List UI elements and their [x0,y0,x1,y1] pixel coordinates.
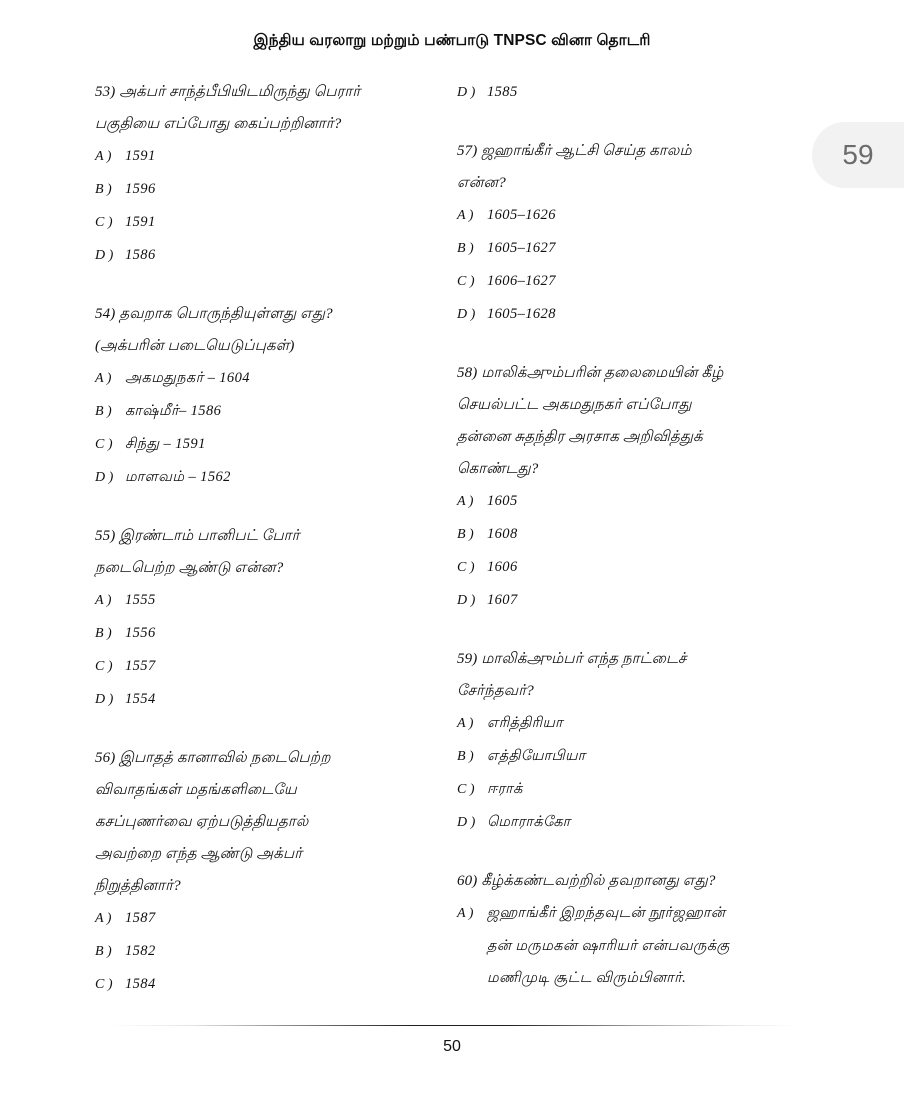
answer-option[interactable] [457,485,787,518]
question-text-continuation: என்ன? [457,175,506,191]
answer-option[interactable] [95,968,425,1001]
question-text: 57) ஜஹாங்கீர் ஆட்சி செய்த காலம் [457,143,692,159]
option-text: ஜஹாங்கீர் இறந்தவுடன் நூர்ஜஹான் [487,905,726,921]
option-text: மொராக்கோ [487,814,571,830]
question-text: 53) அக்பர் சாந்த்பீபியிடமிருந்து பெரார் [95,84,361,100]
option-letter: D ) [457,815,476,830]
footer-divider [107,1025,797,1026]
option-letter: D ) [95,248,114,263]
question-text-continuation: கசப்புணர்வை ஏற்படுத்தியதால் [95,814,309,830]
page-footer [0,1025,904,1056]
option-text: 1591 [125,214,156,230]
question-block [457,865,787,994]
option-letter: D ) [457,85,476,100]
option-letter: D ) [457,307,476,322]
option-letter: C ) [95,215,113,230]
answer-option[interactable] [95,395,425,428]
question-block [457,357,787,617]
option-text: 1605–1626 [487,207,556,223]
footer-page-number: 50 [443,1038,461,1055]
option-text: 1596 [125,181,156,197]
option-letter: B ) [457,527,474,542]
option-letter: D ) [95,692,114,707]
option-text: ஈராக் [487,781,523,797]
question-text-continuation: செயல்பட்ட அகமதுநகர் எப்போது [457,397,692,413]
answer-option[interactable] [95,173,425,206]
answer-option[interactable] [95,584,425,617]
right-column [457,76,787,994]
answer-option[interactable] [457,707,787,740]
option-letter: A ) [95,149,112,164]
option-letter: B ) [95,182,112,197]
option-text: 1605 [487,493,518,509]
question-text-continuation: நடைபெற்ற ஆண்டு என்ன? [95,560,284,576]
answer-option[interactable] [457,806,787,839]
answer-option[interactable] [95,206,425,239]
option-letter: C ) [95,659,113,674]
question-text-continuation: (அக்பரின் படையெடுப்புகள்) [95,338,295,354]
answer-option[interactable] [457,518,787,551]
option-letter: A ) [457,494,474,509]
answer-option[interactable] [457,962,787,994]
option-letter: C ) [457,782,475,797]
page-badge-number: 59 [842,139,874,170]
answer-option[interactable] [457,265,787,298]
option-letter: C ) [457,560,475,575]
question-text: 58) மாலிக்அும்பரின் தலைமையின் கீழ் [457,365,724,381]
answer-option[interactable] [457,76,787,109]
option-text: 1582 [125,943,156,959]
option-text: எரித்திரியா [487,715,563,731]
question-columns [0,76,904,1006]
answer-option[interactable] [95,650,425,683]
question-block [457,76,787,109]
answer-option[interactable] [457,930,787,962]
option-letter: A ) [457,716,474,731]
answer-option[interactable] [95,461,425,494]
option-letter: C ) [95,977,113,992]
question-text-continuation: அவற்றை எந்த ஆண்டு அக்பர் [95,846,303,862]
option-letter: A ) [95,371,112,386]
option-letter: B ) [95,404,112,419]
question-text: 55) இரண்டாம் பானிபட் போர் [95,528,300,544]
option-text: மணிமுடி சூட்ட விரும்பினார். [487,970,687,986]
answer-option[interactable] [95,617,425,650]
left-column [95,76,425,1001]
answer-option[interactable] [457,773,787,806]
question-block [95,76,425,272]
answer-option[interactable] [95,140,425,173]
option-letter: A ) [457,208,474,223]
option-text: 1591 [125,148,156,164]
option-text: 1584 [125,976,156,992]
option-letter: D ) [457,593,476,608]
question-block [457,135,787,331]
option-text: எத்தியோபியா [487,748,586,764]
answer-option[interactable] [457,740,787,773]
option-letter: B ) [457,749,474,764]
question-text: 54) தவறாக பொருந்தியுள்ளது எது? [95,306,333,322]
answer-option[interactable] [95,239,425,272]
option-text: 1608 [487,526,518,542]
option-text: 1586 [125,247,156,263]
option-text: 1585 [487,84,518,100]
option-text: 1606–1627 [487,273,556,289]
answer-option[interactable] [457,897,787,930]
option-letter: C ) [95,437,113,452]
question-text: 56) இபாதத் கானாவில் நடைபெற்ற [95,750,331,766]
option-text: 1605–1627 [487,240,556,256]
answer-option[interactable] [95,428,425,461]
answer-option[interactable] [457,298,787,331]
question-text: 60) கீழ்க்கண்டவற்றில் தவறானது எது? [457,873,716,889]
answer-option[interactable] [457,199,787,232]
question-block [95,742,425,1001]
option-text: 1605–1628 [487,306,556,322]
answer-option[interactable] [95,683,425,716]
answer-option[interactable] [457,232,787,265]
question-text-continuation: பகுதியை எப்போது கைப்பற்றினார்? [95,116,342,132]
page-title: இந்திய வரலாறு மற்றும் பண்பாடு TNPSC வினா தொடரி [253,32,651,49]
option-text: காஷ்மீர்– 1586 [125,403,222,419]
option-text: சிந்து – 1591 [125,436,206,452]
option-letter: A ) [95,911,112,926]
question-block [95,298,425,494]
answer-option[interactable] [457,584,787,617]
option-text: 1607 [487,592,518,608]
option-letter: B ) [457,241,474,256]
question-block [95,520,425,716]
option-letter: C ) [457,274,475,289]
question-text-continuation: விவாதங்கள் மதங்களிடையே [95,782,297,798]
option-text: அகமதுநகர் – 1604 [125,370,250,386]
option-text: 1554 [125,691,156,707]
question-text-continuation: தன்னை சுதந்திர அரசாக அறிவித்துக் [457,429,703,445]
option-letter: B ) [95,944,112,959]
option-text: தன் மருமகன் ஷாரியர் என்பவருக்கு [487,938,730,954]
answer-option[interactable] [457,551,787,584]
option-letter: D ) [95,470,114,485]
page-badge[interactable] [812,122,904,188]
answer-option[interactable] [95,362,425,395]
option-text: மாளவம் – 1562 [125,469,231,485]
question-text: 59) மாலிக்அும்பர் எந்த நாட்டைச் [457,651,687,667]
option-text: 1557 [125,658,156,674]
option-letter: B ) [95,626,112,641]
option-text: 1587 [125,910,156,926]
answer-option[interactable] [95,935,425,968]
question-text-continuation: கொண்டது? [457,461,539,477]
question-block [457,643,787,839]
question-text-continuation: நிறுத்தினார்? [95,878,181,894]
option-letter: A ) [95,593,112,608]
option-text: 1555 [125,592,156,608]
option-text: 1556 [125,625,156,641]
answer-option[interactable] [95,902,425,935]
question-text-continuation: சேர்ந்தவர்? [457,683,534,699]
option-text: 1606 [487,559,518,575]
option-letter: A ) [457,906,474,921]
